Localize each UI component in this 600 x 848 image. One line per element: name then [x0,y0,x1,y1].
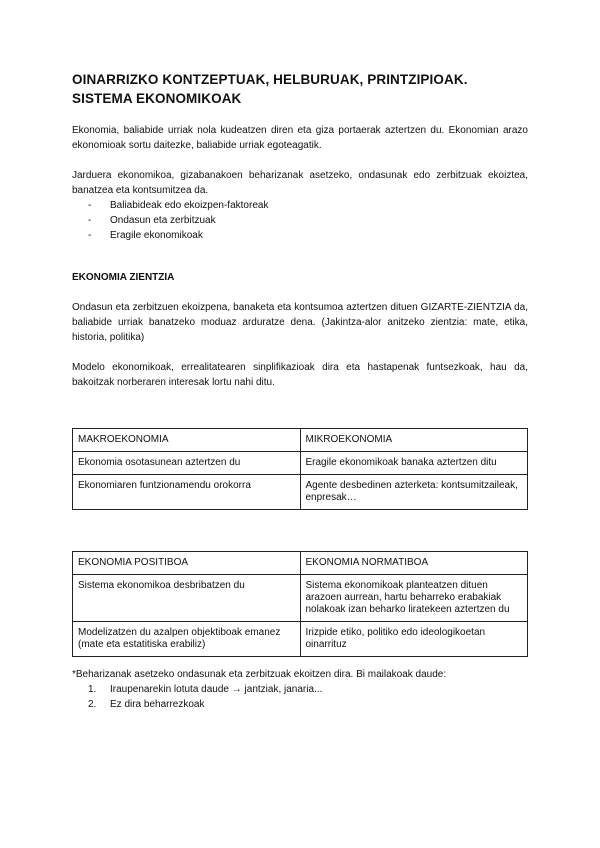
table-cell: Sistema ekonomikoak planteatzen dituen arazoen aurrean, hartu beharreko erabakiak nolakoak izan beharko liratekeen aztertzen du [300,575,528,622]
list-item: - Baliabideak edo ekoizpen-faktoreak [88,198,528,213]
table-cell: Irizpide etiko, politiko edo ideologikoetan oinarrituz [300,622,528,657]
models-paragraph: Modelo ekonomikoak, errealitatearen sinplifikazioak dira eta hastapenak funtsezkoak, hau da, bakoitzak norberaren interesak lortu nahi ditu. [72,362,528,388]
table-row [73,452,528,475]
document-page [72,70,528,712]
table-row [73,475,528,510]
table-row [73,622,528,657]
activity-paragraph: Jarduera ekonomikoa, gizabanakoen beharizanak asetzeko, ondasunak edo zerbitzuak ekoiztea, banatzea eta kontsumitzea da. [72,170,528,196]
list-item-text: Iraupenarekin lotuta daude → jantziak, janaria... [110,684,323,695]
list-item [88,682,528,697]
list-item-text: Ez dira beharrezkoak [110,699,205,710]
list-item: - Ondasun eta zerbitzuak [88,213,528,228]
footnote: *Beharizanak asetzeko ondasunak eta zerbitzuak ekoitzen dira. Bi mailakoak daude: [72,669,447,680]
table-header-cell: MIKROEKONOMIA [300,429,528,452]
table-cell: Modelizatzen du azalpen objektiboak emanez (mate eta estatitiska erabiliz) [73,622,301,657]
table-row [73,575,528,622]
positive-normative-table [72,551,528,657]
table-header-row [73,552,528,575]
document-title [72,70,528,108]
table-cell: Sistema ekonomikoa desbribatzen du [73,575,301,622]
title-line-2: SISTEMA EKONOMIKOAK [72,91,242,106]
table-cell: Eragile ekonomikoak banaka aztertzen ditu [300,452,528,475]
table-cell: Ekonomia osotasunean aztertzen du [73,452,301,475]
list-item [88,697,528,712]
macro-micro-table [72,428,528,510]
table-cell: Ekonomiaren funtzionamendu orokorra [73,475,301,510]
section-heading: EKONOMIA ZIENTZIA [72,272,175,283]
table-cell: Agente desbedinen azterketa: kontsumitzaileak, enpresak… [300,475,528,510]
science-paragraph: Ondasun eta zerbitzuen ekoizpena, banaketa eta kontsumoa aztertzen dituen GIZARTE-ZIENTZIA da, baliabide urriak banatzeko moduaz arduratze dena. (Jakintza-alor anitzeko zientzia: mate, etika, historia, politika) [72,302,528,343]
footnote-list [72,682,528,712]
table-header-cell: EKONOMIA POSITIBOA [73,552,301,575]
intro-paragraph: Ekonomia, baliabide urriak nola kudeatzen diren eta giza portaerak aztertzen du. Ekonomian arazo ekonomioak sortu daitezke, baliabide urriak egoteagatik. [72,125,528,151]
activity-list [72,198,528,243]
table-header-row [73,429,528,452]
list-number: 1. [88,684,97,695]
table-header-cell: MAKROEKONOMIA [73,429,301,452]
list-item: - Eragile ekonomikoak [88,228,528,243]
title-line-1: OINARRIZKO KONTZEPTUAK, HELBURUAK, PRINTZIPIOAK. [72,72,468,87]
list-number: 2. [88,699,97,710]
table-header-cell: EKONOMIA NORMATIBOA [300,552,528,575]
